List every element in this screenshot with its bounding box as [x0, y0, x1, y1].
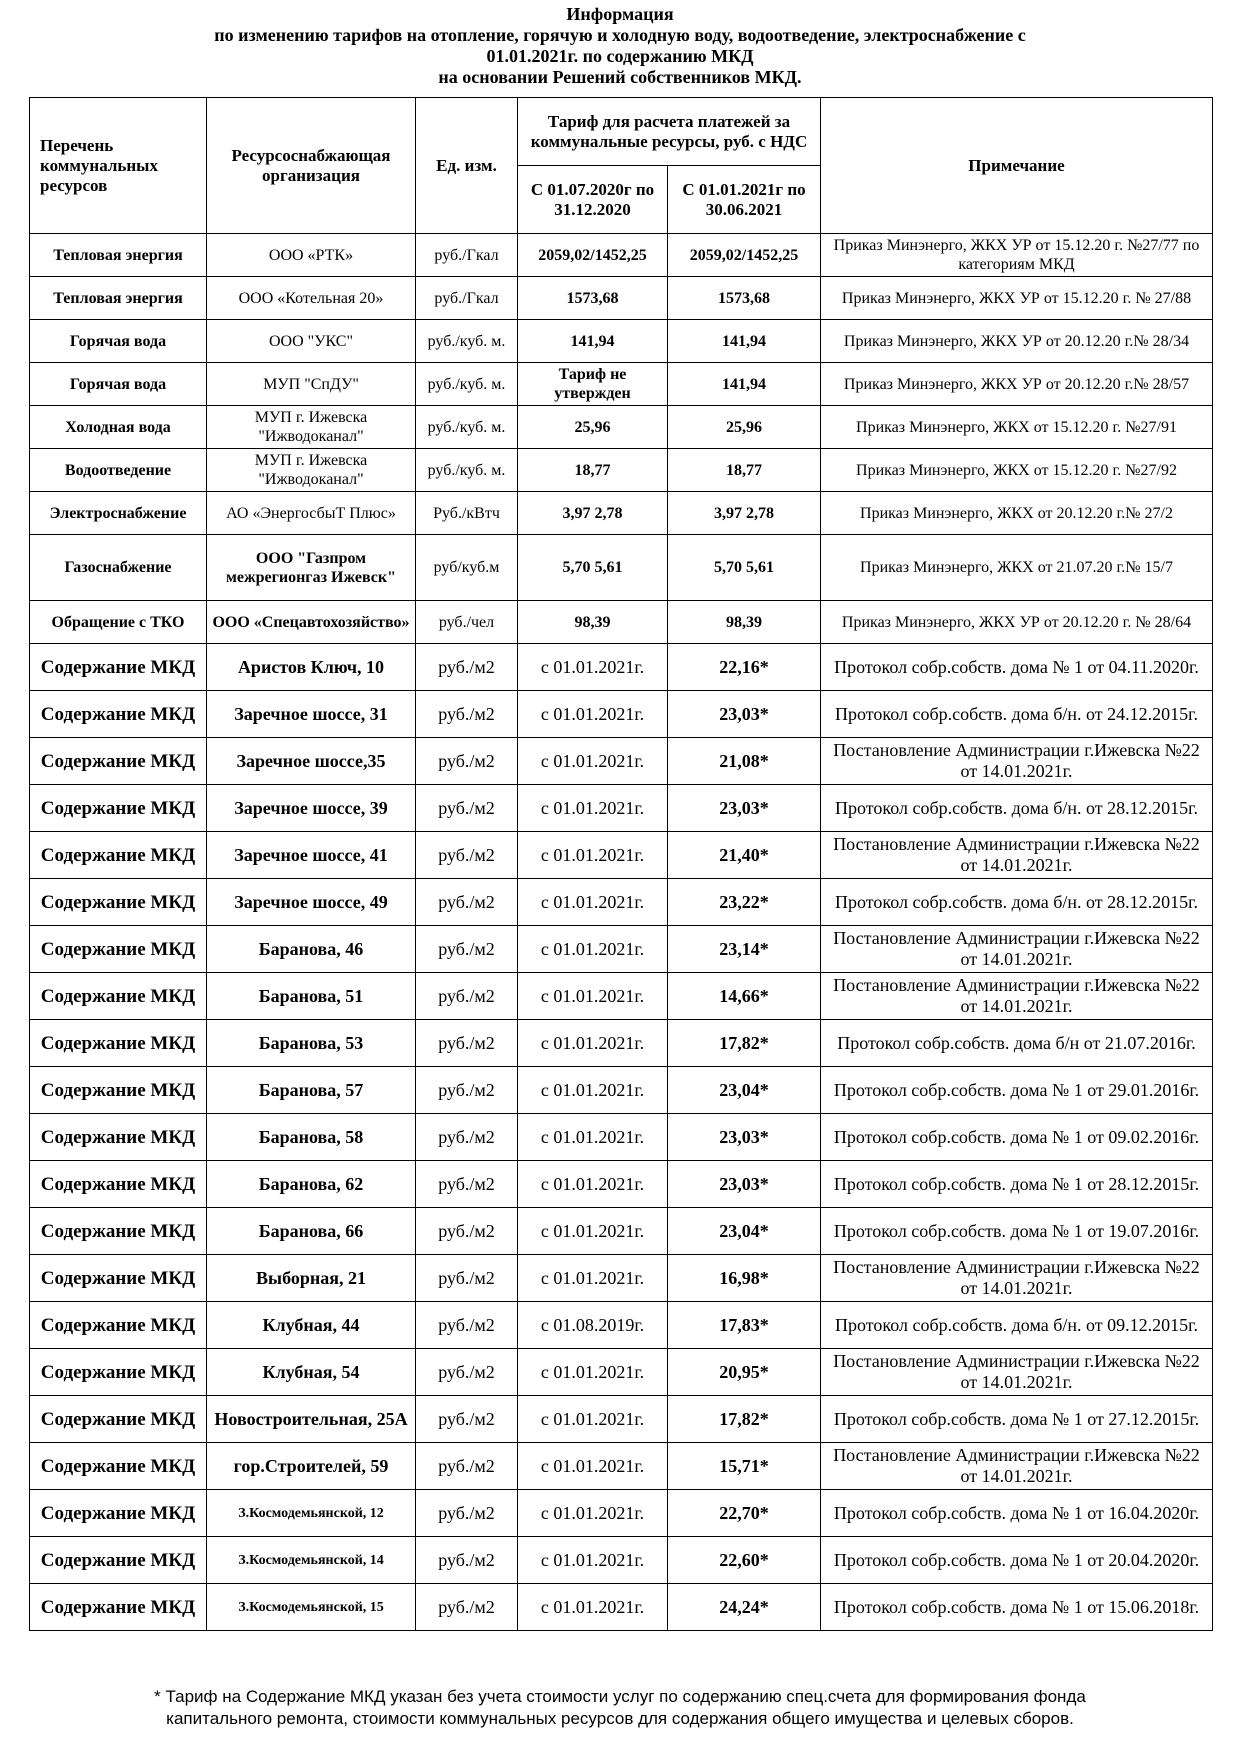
utility-tariff-2020: 25,96: [518, 406, 668, 449]
utility-tariff-2021: 2059,02/1452,25: [668, 234, 821, 277]
mkd-unit: руб./м2: [416, 1537, 518, 1584]
utility-tariff-2021: 141,94: [668, 320, 821, 363]
utilities-section: [30, 234, 1213, 644]
utility-tariff-2021: 1573,68: [668, 277, 821, 320]
mkd-address: З.Космодемьянской, 14: [207, 1537, 416, 1584]
mkd-note: Протокол собр.собств. дома № 1 от 15.06.2018г.: [821, 1584, 1213, 1631]
mkd-section: [30, 644, 1213, 1631]
mkd-since: с 01.01.2021г.: [518, 1020, 668, 1067]
mkd-tariff: 24,24*: [668, 1584, 821, 1631]
mkd-since: с 01.01.2021г.: [518, 1255, 668, 1302]
mkd-tariff: 22,70*: [668, 1490, 821, 1537]
mkd-unit: руб./м2: [416, 1349, 518, 1396]
mkd-row: [30, 1537, 1213, 1584]
mkd-note: Постановление Администрации г.Ижевска №22 от 14.01.2021г.: [821, 973, 1213, 1020]
mkd-tariff: 14,66*: [668, 973, 821, 1020]
mkd-row: [30, 785, 1213, 832]
utility-row: [30, 492, 1213, 535]
mkd-address: Заречное шоссе, 31: [207, 691, 416, 738]
header-period-2: С 01.01.2021г по 30.06.2021: [668, 166, 821, 234]
mkd-unit: руб./м2: [416, 973, 518, 1020]
utility-org: МУП "СпДУ": [207, 363, 416, 406]
document-title: [0, 4, 1240, 88]
mkd-note: Постановление Администрации г.Ижевска №22 от 14.01.2021г.: [821, 1349, 1213, 1396]
utility-note: Приказ Минэнерго, ЖКХ от 20.12.20 г.№ 27/2: [821, 492, 1213, 535]
mkd-tariff: 23,14*: [668, 926, 821, 973]
mkd-row: [30, 832, 1213, 879]
mkd-unit: руб./м2: [416, 644, 518, 691]
mkd-address: Выборная, 21: [207, 1255, 416, 1302]
mkd-row: [30, 1161, 1213, 1208]
footnote: [0, 1686, 1240, 1730]
header-unit: Ед. изм.: [416, 98, 518, 234]
utility-note: Приказ Минэнерго, ЖКХ УР от 20.12.20 г. № 28/64: [821, 601, 1213, 644]
mkd-resource: Содержание МКД: [30, 1114, 207, 1161]
utility-tariff-2021: 141,94: [668, 363, 821, 406]
utility-note: Приказ Минэнерго, ЖКХ от 15.12.20 г. №27/92: [821, 449, 1213, 492]
mkd-since: с 01.01.2021г.: [518, 691, 668, 738]
utility-resource: Горячая вода: [30, 320, 207, 363]
utility-row: [30, 277, 1213, 320]
mkd-row: [30, 1020, 1213, 1067]
header-row-1: [30, 98, 1213, 166]
mkd-note: Протокол собр.собств. дома б/н от 21.07.2016г.: [821, 1020, 1213, 1067]
mkd-row: [30, 1067, 1213, 1114]
mkd-address: Заречное шоссе, 39: [207, 785, 416, 832]
mkd-address: Клубная, 54: [207, 1349, 416, 1396]
utility-note: Приказ Минэнерго, ЖКХ от 15.12.20 г. №27/91: [821, 406, 1213, 449]
utility-tariff-2021: 98,39: [668, 601, 821, 644]
mkd-note: Протокол собр.собств. дома № 1 от 27.12.2015г.: [821, 1396, 1213, 1443]
mkd-note: Протокол собр.собств. дома № 1 от 28.12.2015г.: [821, 1161, 1213, 1208]
mkd-resource: Содержание МКД: [30, 644, 207, 691]
mkd-since: с 01.01.2021г.: [518, 973, 668, 1020]
utility-tariff-2021: 5,70 5,61: [668, 535, 821, 601]
utility-unit: руб/куб.м: [416, 535, 518, 601]
utility-tariff-2021: 3,97 2,78: [668, 492, 821, 535]
mkd-since: с 01.08.2019г.: [518, 1302, 668, 1349]
mkd-resource: Содержание МКД: [30, 785, 207, 832]
utility-row: [30, 234, 1213, 277]
mkd-unit: руб./м2: [416, 1490, 518, 1537]
header-tariff-group: Тариф для расчета платежей за коммунальные ресурсы, руб. с НДС: [518, 98, 821, 166]
mkd-unit: руб./м2: [416, 1208, 518, 1255]
mkd-tariff: 23,03*: [668, 785, 821, 832]
mkd-tariff: 23,04*: [668, 1208, 821, 1255]
utility-row: [30, 363, 1213, 406]
mkd-row: [30, 879, 1213, 926]
mkd-note: Протокол собр.собств. дома № 1 от 19.07.2016г.: [821, 1208, 1213, 1255]
utility-tariff-2020: 5,70 5,61: [518, 535, 668, 601]
mkd-note: Протокол собр.собств. дома № 1 от 20.04.2020г.: [821, 1537, 1213, 1584]
mkd-note: Протокол собр.собств. дома б/н. от 09.12.2015г.: [821, 1302, 1213, 1349]
mkd-resource: Содержание МКД: [30, 832, 207, 879]
utility-unit: руб./чел: [416, 601, 518, 644]
mkd-resource: Содержание МКД: [30, 1208, 207, 1255]
mkd-note: Протокол собр.собств. дома № 1 от 04.11.2020г.: [821, 644, 1213, 691]
mkd-note: Протокол собр.собств. дома № 1 от 29.01.2016г.: [821, 1067, 1213, 1114]
header-period-1: С 01.07.2020г по 31.12.2020: [518, 166, 668, 234]
mkd-row: [30, 1396, 1213, 1443]
mkd-row: [30, 1208, 1213, 1255]
mkd-tariff: 21,08*: [668, 738, 821, 785]
utility-org: ООО «РТК»: [207, 234, 416, 277]
utility-org: МУП г. Ижевска "Ижводоканал": [207, 449, 416, 492]
mkd-unit: руб./м2: [416, 1302, 518, 1349]
mkd-address: Аристов Ключ, 10: [207, 644, 416, 691]
mkd-address: гор.Строителей, 59: [207, 1443, 416, 1490]
utility-row: [30, 535, 1213, 601]
mkd-note: Протокол собр.собств. дома б/н. от 28.12.2015г.: [821, 785, 1213, 832]
mkd-note: Постановление Администрации г.Ижевска №22 от 14.01.2021г.: [821, 832, 1213, 879]
mkd-tariff: 23,04*: [668, 1067, 821, 1114]
mkd-row: [30, 644, 1213, 691]
mkd-tariff: 23,03*: [668, 691, 821, 738]
mkd-tariff: 17,82*: [668, 1020, 821, 1067]
mkd-address: Баранова, 53: [207, 1020, 416, 1067]
mkd-resource: Содержание МКД: [30, 1537, 207, 1584]
utility-row: [30, 406, 1213, 449]
mkd-row: [30, 691, 1213, 738]
mkd-unit: руб./м2: [416, 785, 518, 832]
utility-tariff-2020: 1573,68: [518, 277, 668, 320]
mkd-note: Протокол собр.собств. дома б/н. от 24.12.2015г.: [821, 691, 1213, 738]
utility-tariff-2020: 3,97 2,78: [518, 492, 668, 535]
mkd-since: с 01.01.2021г.: [518, 1396, 668, 1443]
mkd-since: с 01.01.2021г.: [518, 1208, 668, 1255]
mkd-row: [30, 1443, 1213, 1490]
mkd-unit: руб./м2: [416, 1255, 518, 1302]
utility-note: Приказ Минэнерго, ЖКХ от 21.07.20 г.№ 15/7: [821, 535, 1213, 601]
mkd-tariff: 22,16*: [668, 644, 821, 691]
mkd-note: Постановление Администрации г.Ижевска №22 от 14.01.2021г.: [821, 1255, 1213, 1302]
title-line-1: Информация: [566, 4, 674, 24]
mkd-note: Протокол собр.собств. дома б/н. от 28.12.2015г.: [821, 879, 1213, 926]
mkd-address: Баранова, 57: [207, 1067, 416, 1114]
mkd-address: Клубная, 44: [207, 1302, 416, 1349]
footnote-line-2: капитального ремонта, стоимости коммунальных ресурсов для содержания общего имущества и целевых сборов.: [166, 1709, 1074, 1728]
utility-tariff-2021: 25,96: [668, 406, 821, 449]
mkd-tariff: 22,60*: [668, 1537, 821, 1584]
mkd-note: Постановление Администрации г.Ижевска №22 от 14.01.2021г.: [821, 1443, 1213, 1490]
utility-unit: руб./Гкал: [416, 277, 518, 320]
utility-tariff-2020: 98,39: [518, 601, 668, 644]
utility-resource: Холодная вода: [30, 406, 207, 449]
title-line-2: по изменению тарифов на отопление, горячую и холодную воду, водоотведение, электроснабжение с: [214, 25, 1026, 45]
mkd-resource: Содержание МКД: [30, 1443, 207, 1490]
mkd-resource: Содержание МКД: [30, 879, 207, 926]
utility-unit: руб./куб. м.: [416, 406, 518, 449]
mkd-since: с 01.01.2021г.: [518, 738, 668, 785]
utility-tariff-2021: 18,77: [668, 449, 821, 492]
mkd-since: с 01.01.2021г.: [518, 1161, 668, 1208]
mkd-note: Протокол собр.собств. дома № 1 от 09.02.2016г.: [821, 1114, 1213, 1161]
mkd-address: Новостроительная, 25А: [207, 1396, 416, 1443]
mkd-address: Баранова, 62: [207, 1161, 416, 1208]
utility-resource: Электроснабжение: [30, 492, 207, 535]
title-line-4: на основании Решений собственников МКД.: [438, 67, 802, 87]
mkd-address: Баранова, 66: [207, 1208, 416, 1255]
utility-note: Приказ Минэнерго, ЖКХ УР от 15.12.20 г. № 27/88: [821, 277, 1213, 320]
mkd-row: [30, 1114, 1213, 1161]
mkd-row: [30, 1302, 1213, 1349]
mkd-resource: Содержание МКД: [30, 738, 207, 785]
mkd-resource: Содержание МКД: [30, 1349, 207, 1396]
mkd-resource: Содержание МКД: [30, 1067, 207, 1114]
mkd-note: Постановление Администрации г.Ижевска №22 от 14.01.2021г.: [821, 926, 1213, 973]
mkd-tariff: 21,40*: [668, 832, 821, 879]
mkd-tariff: 23,03*: [668, 1161, 821, 1208]
mkd-tariff: 16,98*: [668, 1255, 821, 1302]
mkd-unit: руб./м2: [416, 879, 518, 926]
utility-org: ООО «Спецавтохозяйство»: [207, 601, 416, 644]
mkd-row: [30, 1255, 1213, 1302]
utility-resource: Тепловая энергия: [30, 234, 207, 277]
mkd-since: с 01.01.2021г.: [518, 1584, 668, 1631]
mkd-resource: Содержание МКД: [30, 973, 207, 1020]
utility-tariff-2020: 2059,02/1452,25: [518, 234, 668, 277]
utility-resource: Горячая вода: [30, 363, 207, 406]
utility-row: [30, 449, 1213, 492]
mkd-unit: руб./м2: [416, 1161, 518, 1208]
mkd-tariff: 23,22*: [668, 879, 821, 926]
utility-tariff-2020: Тариф не утвержден: [518, 363, 668, 406]
utility-tariff-2020: 141,94: [518, 320, 668, 363]
mkd-row: [30, 1490, 1213, 1537]
mkd-resource: Содержание МКД: [30, 1396, 207, 1443]
mkd-unit: руб./м2: [416, 1020, 518, 1067]
mkd-row: [30, 738, 1213, 785]
mkd-resource: Содержание МКД: [30, 1584, 207, 1631]
mkd-unit: руб./м2: [416, 1584, 518, 1631]
mkd-since: с 01.01.2021г.: [518, 1349, 668, 1396]
mkd-unit: руб./м2: [416, 926, 518, 973]
utility-org: АО «ЭнергосбыТ Плюс»: [207, 492, 416, 535]
utility-note: Приказ Минэнерго, ЖКХ УР от 20.12.20 г.№ 28/57: [821, 363, 1213, 406]
mkd-tariff: 17,82*: [668, 1396, 821, 1443]
utility-unit: Руб./кВтч: [416, 492, 518, 535]
mkd-address: Заречное шоссе, 49: [207, 879, 416, 926]
mkd-since: с 01.01.2021г.: [518, 1537, 668, 1584]
mkd-resource: Содержание МКД: [30, 1302, 207, 1349]
mkd-since: с 01.01.2021г.: [518, 832, 668, 879]
utility-unit: руб./Гкал: [416, 234, 518, 277]
mkd-unit: руб./м2: [416, 1114, 518, 1161]
mkd-row: [30, 1584, 1213, 1631]
mkd-address: З.Космодемьянской, 15: [207, 1584, 416, 1631]
header-resource: Перечень коммунальных ресурсов: [30, 98, 207, 234]
mkd-unit: руб./м2: [416, 738, 518, 785]
mkd-address: Баранова, 51: [207, 973, 416, 1020]
utility-unit: руб./куб. м.: [416, 320, 518, 363]
utility-note: Приказ Минэнерго, ЖКХ УР от 15.12.20 г. №27/77 по категориям МКД: [821, 234, 1213, 277]
mkd-since: с 01.01.2021г.: [518, 879, 668, 926]
mkd-address: Заречное шоссе, 41: [207, 832, 416, 879]
mkd-since: с 01.01.2021г.: [518, 1114, 668, 1161]
tariff-table: [29, 97, 1213, 1631]
mkd-unit: руб./м2: [416, 1067, 518, 1114]
mkd-resource: Содержание МКД: [30, 691, 207, 738]
utility-row: [30, 320, 1213, 363]
utility-resource: Водоотведение: [30, 449, 207, 492]
utility-org: ООО «Котельная 20»: [207, 277, 416, 320]
mkd-since: с 01.01.2021г.: [518, 644, 668, 691]
mkd-tariff: 23,03*: [668, 1114, 821, 1161]
mkd-address: Баранова, 58: [207, 1114, 416, 1161]
utility-unit: руб./куб. м.: [416, 449, 518, 492]
utility-org: ООО "Газпром межрегионгаз Ижевск": [207, 535, 416, 601]
utility-org: ООО "УКС": [207, 320, 416, 363]
mkd-address: Баранова, 46: [207, 926, 416, 973]
mkd-row: [30, 1349, 1213, 1396]
header-note: Примечание: [821, 98, 1213, 234]
mkd-resource: Содержание МКД: [30, 1161, 207, 1208]
utility-resource: Газоснабжение: [30, 535, 207, 601]
utility-resource: Обращение с ТКО: [30, 601, 207, 644]
mkd-resource: Содержание МКД: [30, 1020, 207, 1067]
mkd-note: Протокол собр.собств. дома № 1 от 16.04.2020г.: [821, 1490, 1213, 1537]
mkd-unit: руб./м2: [416, 832, 518, 879]
mkd-resource: Содержание МКД: [30, 1255, 207, 1302]
mkd-unit: руб./м2: [416, 691, 518, 738]
utility-org: МУП г. Ижевска "Ижводоканал": [207, 406, 416, 449]
mkd-tariff: 15,71*: [668, 1443, 821, 1490]
utility-resource: Тепловая энергия: [30, 277, 207, 320]
mkd-resource: Содержание МКД: [30, 926, 207, 973]
mkd-address: З.Космодемьянской, 12: [207, 1490, 416, 1537]
title-line-3: 01.01.2021г. по содержанию МКД: [486, 46, 754, 66]
footnote-line-1: * Тариф на Содержание МКД указан без учета стоимости услуг по содержанию спец.счета для формирования фонда: [154, 1687, 1086, 1706]
mkd-since: с 01.01.2021г.: [518, 785, 668, 832]
mkd-unit: руб./м2: [416, 1443, 518, 1490]
mkd-row: [30, 973, 1213, 1020]
mkd-since: с 01.01.2021г.: [518, 1443, 668, 1490]
mkd-tariff: 17,83*: [668, 1302, 821, 1349]
utility-tariff-2020: 18,77: [518, 449, 668, 492]
utility-unit: руб./куб. м.: [416, 363, 518, 406]
header-org: Ресурсоснабжающая организация: [207, 98, 416, 234]
mkd-resource: Содержание МКД: [30, 1490, 207, 1537]
utility-row: [30, 601, 1213, 644]
mkd-tariff: 20,95*: [668, 1349, 821, 1396]
mkd-row: [30, 926, 1213, 973]
mkd-since: с 01.01.2021г.: [518, 1490, 668, 1537]
utility-note: Приказ Минэнерго, ЖКХ УР от 20.12.20 г.№ 28/34: [821, 320, 1213, 363]
mkd-since: с 01.01.2021г.: [518, 1067, 668, 1114]
mkd-unit: руб./м2: [416, 1396, 518, 1443]
mkd-address: Заречное шоссе,35: [207, 738, 416, 785]
mkd-since: с 01.01.2021г.: [518, 926, 668, 973]
mkd-note: Постановление Администрации г.Ижевска №22 от 14.01.2021г.: [821, 738, 1213, 785]
